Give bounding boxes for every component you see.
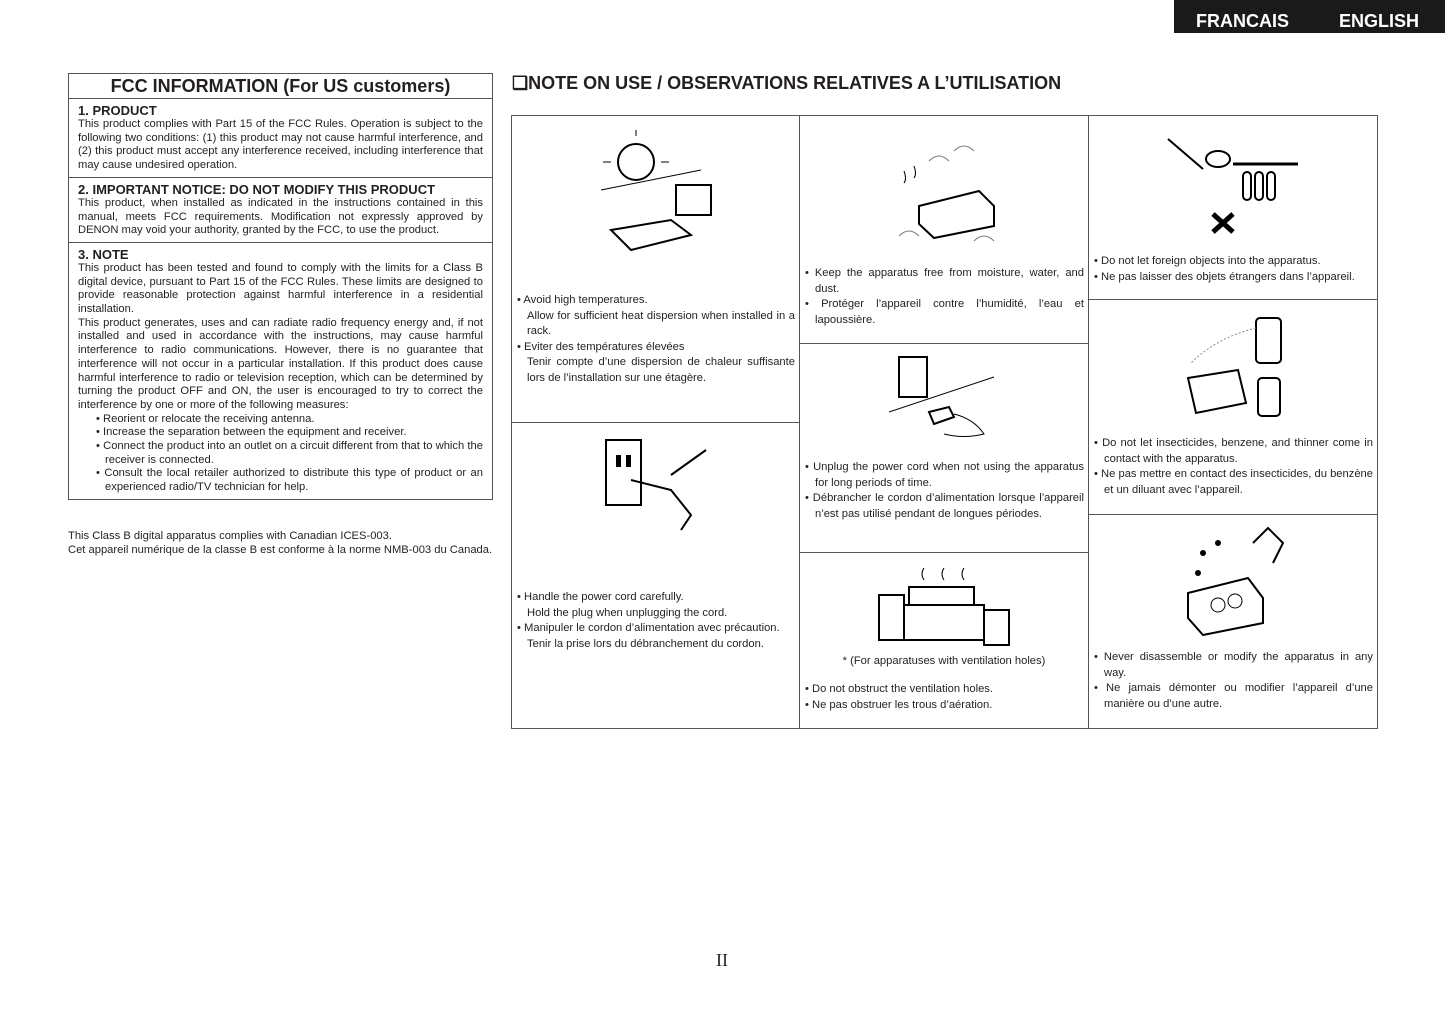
moisture-illustration-icon [879, 126, 1009, 251]
ventilation-note: * (For apparatuses with ventilation holes) [842, 655, 1046, 667]
cell-disassemble [1088, 514, 1378, 729]
note-text: • Do not obstruct the ventilation holes. [805, 683, 993, 695]
ices-fr: Cet appareil numérique de la classe B est conforme à la norme NMB-003 du Canada. [68, 543, 493, 556]
list-item: • Consult the local retailer authorized to distribute this type of product or an experienced radio/TV technician for help. [96, 467, 483, 494]
page-number: II [716, 950, 728, 970]
section-heading: 1. PRODUCT [78, 103, 157, 118]
fcc-section-product [69, 99, 492, 178]
plug-illustration-icon [601, 435, 711, 535]
note-text: • Avoid high temperatures. [517, 294, 648, 306]
section-text: This product has been tested and found to comply with the limits for a Class B digital device, pursuant to Part 15 of the FCC Rules. These limits are designed to provide reasonable protection against harmful interference in a residential installation. [78, 261, 483, 316]
cell-ventilation [799, 552, 1089, 729]
list-item: • Increase the separation between the equipment and receiver. [96, 426, 407, 439]
unplug-illustration-icon [889, 352, 999, 442]
fcc-section-notice [69, 178, 492, 243]
note-text: • Ne pas laisser des objets étrangers dans l’appareil. [1094, 270, 1355, 283]
section-text: This product generates, uses and can radiate radio frequency energy and, if not installed and used in accordance with the instructions, may cause harmful interference to radio communications. However, there is no guarantee that interference will not occur in a particular installation. If this product does cause harmful interference to radio or television reception, which can be determined by turning the product OFF and ON, the user is encouraged to try to correct the interference by one or more of the following measures: [78, 316, 483, 411]
cell-moisture [799, 115, 1089, 344]
section-heading: 2. IMPORTANT NOTICE: DO NOT MODIFY THIS PRODUCT [78, 181, 436, 197]
note-on-use-title: ❑NOTE ON USE / OBSERVATIONS RELATIVES A L’UTILISATION [512, 73, 1062, 93]
cell-foreign-objects [1088, 115, 1378, 300]
note-text: Hold the plug when unplugging the cord. [527, 606, 728, 619]
note-text: • Unplug the power cord when not using the apparatus for long periods of time. [805, 461, 1084, 489]
section-text: This product complies with Part 15 of the FCC Rules. Operation is subject to the following two conditions: (1) this product may not cause harmful interference, and (2) this product must accept any interference received, including interference that may cause undesired operation. [78, 118, 483, 172]
ices-en: This Class B digital apparatus complies with Canadian ICES-003. [68, 530, 392, 542]
cell-power-cord [511, 422, 800, 729]
note-text: • Ne pas mettre en contact des insecticides, du benzène et un diluant avec l’appareil. [1094, 468, 1373, 496]
note-text: Allow for sufficient heat dispersion when installed in a rack. [527, 309, 795, 337]
section-text: This product, when installed as indicated in the instructions contained in this manual, meets FCC requirements. Modification not expressly approved by DENON may void your authority, granted by the FCC, to use the product. [78, 196, 483, 237]
ventilation-illustration-icon [874, 565, 1014, 650]
note-text: • Eviter des températures élevées [517, 340, 685, 353]
list-item: • Connect the product into an outlet on a circuit different from that to which the receiver is connected. [96, 440, 483, 466]
cell-heat [511, 115, 800, 423]
section-heading: 3. NOTE [78, 246, 129, 262]
heat-illustration-icon [591, 130, 721, 260]
note-text: • Ne jamais démonter ou modifier l’appareil d’une manière ou d’une autre. [1094, 682, 1373, 710]
list-item: • Reorient or relocate the receiving antenna. [96, 412, 315, 425]
note-text: • Never disassemble or modify the apparatus in any way. [1094, 651, 1373, 679]
fcc-information-box [68, 73, 493, 500]
fcc-section-note [69, 243, 492, 499]
ices-statement [68, 530, 493, 557]
note-text: • Débrancher le cordon d’alimentation lorsque l’appareil n’est pas utilisé pendant de longues périodes. [805, 492, 1084, 520]
tab-english: ENGLISH [1339, 11, 1420, 31]
note-text: • Handle the power cord carefully. [517, 591, 684, 603]
cell-insecticides [1088, 299, 1378, 515]
insecticide-illustration-icon [1168, 308, 1298, 418]
note-text: • Keep the apparatus free from moisture, water, and dust. [805, 267, 1084, 295]
note-text: • Do not let insecticides, benzene, and thinner come in contact with the apparatus. [1094, 437, 1373, 465]
note-text: • Protéger l’appareil contre l’humidité, l’eau et lapoussière. [805, 298, 1084, 326]
note-text: • Manipuler le cordon d’alimentation avec précaution. [517, 622, 780, 634]
fcc-title: FCC INFORMATION (For US customers) [69, 74, 492, 99]
language-tabs [1174, 0, 1445, 33]
foreign-objects-illustration-icon [1163, 124, 1303, 239]
tab-francais: FRANCAIS [1196, 11, 1289, 31]
note-text: • Ne pas obstruer les trous d’aération. [805, 698, 993, 711]
note-text: • Do not let foreign objects into the apparatus. [1094, 255, 1321, 267]
cell-unplug [799, 343, 1089, 553]
note-text: Tenir compte d’une dispersion de chaleur suffisante lors de l’installation sur une étagère. [527, 356, 795, 384]
disassemble-illustration-icon [1173, 523, 1293, 638]
note-text: Tenir la prise lors du débranchement du cordon. [527, 637, 764, 650]
